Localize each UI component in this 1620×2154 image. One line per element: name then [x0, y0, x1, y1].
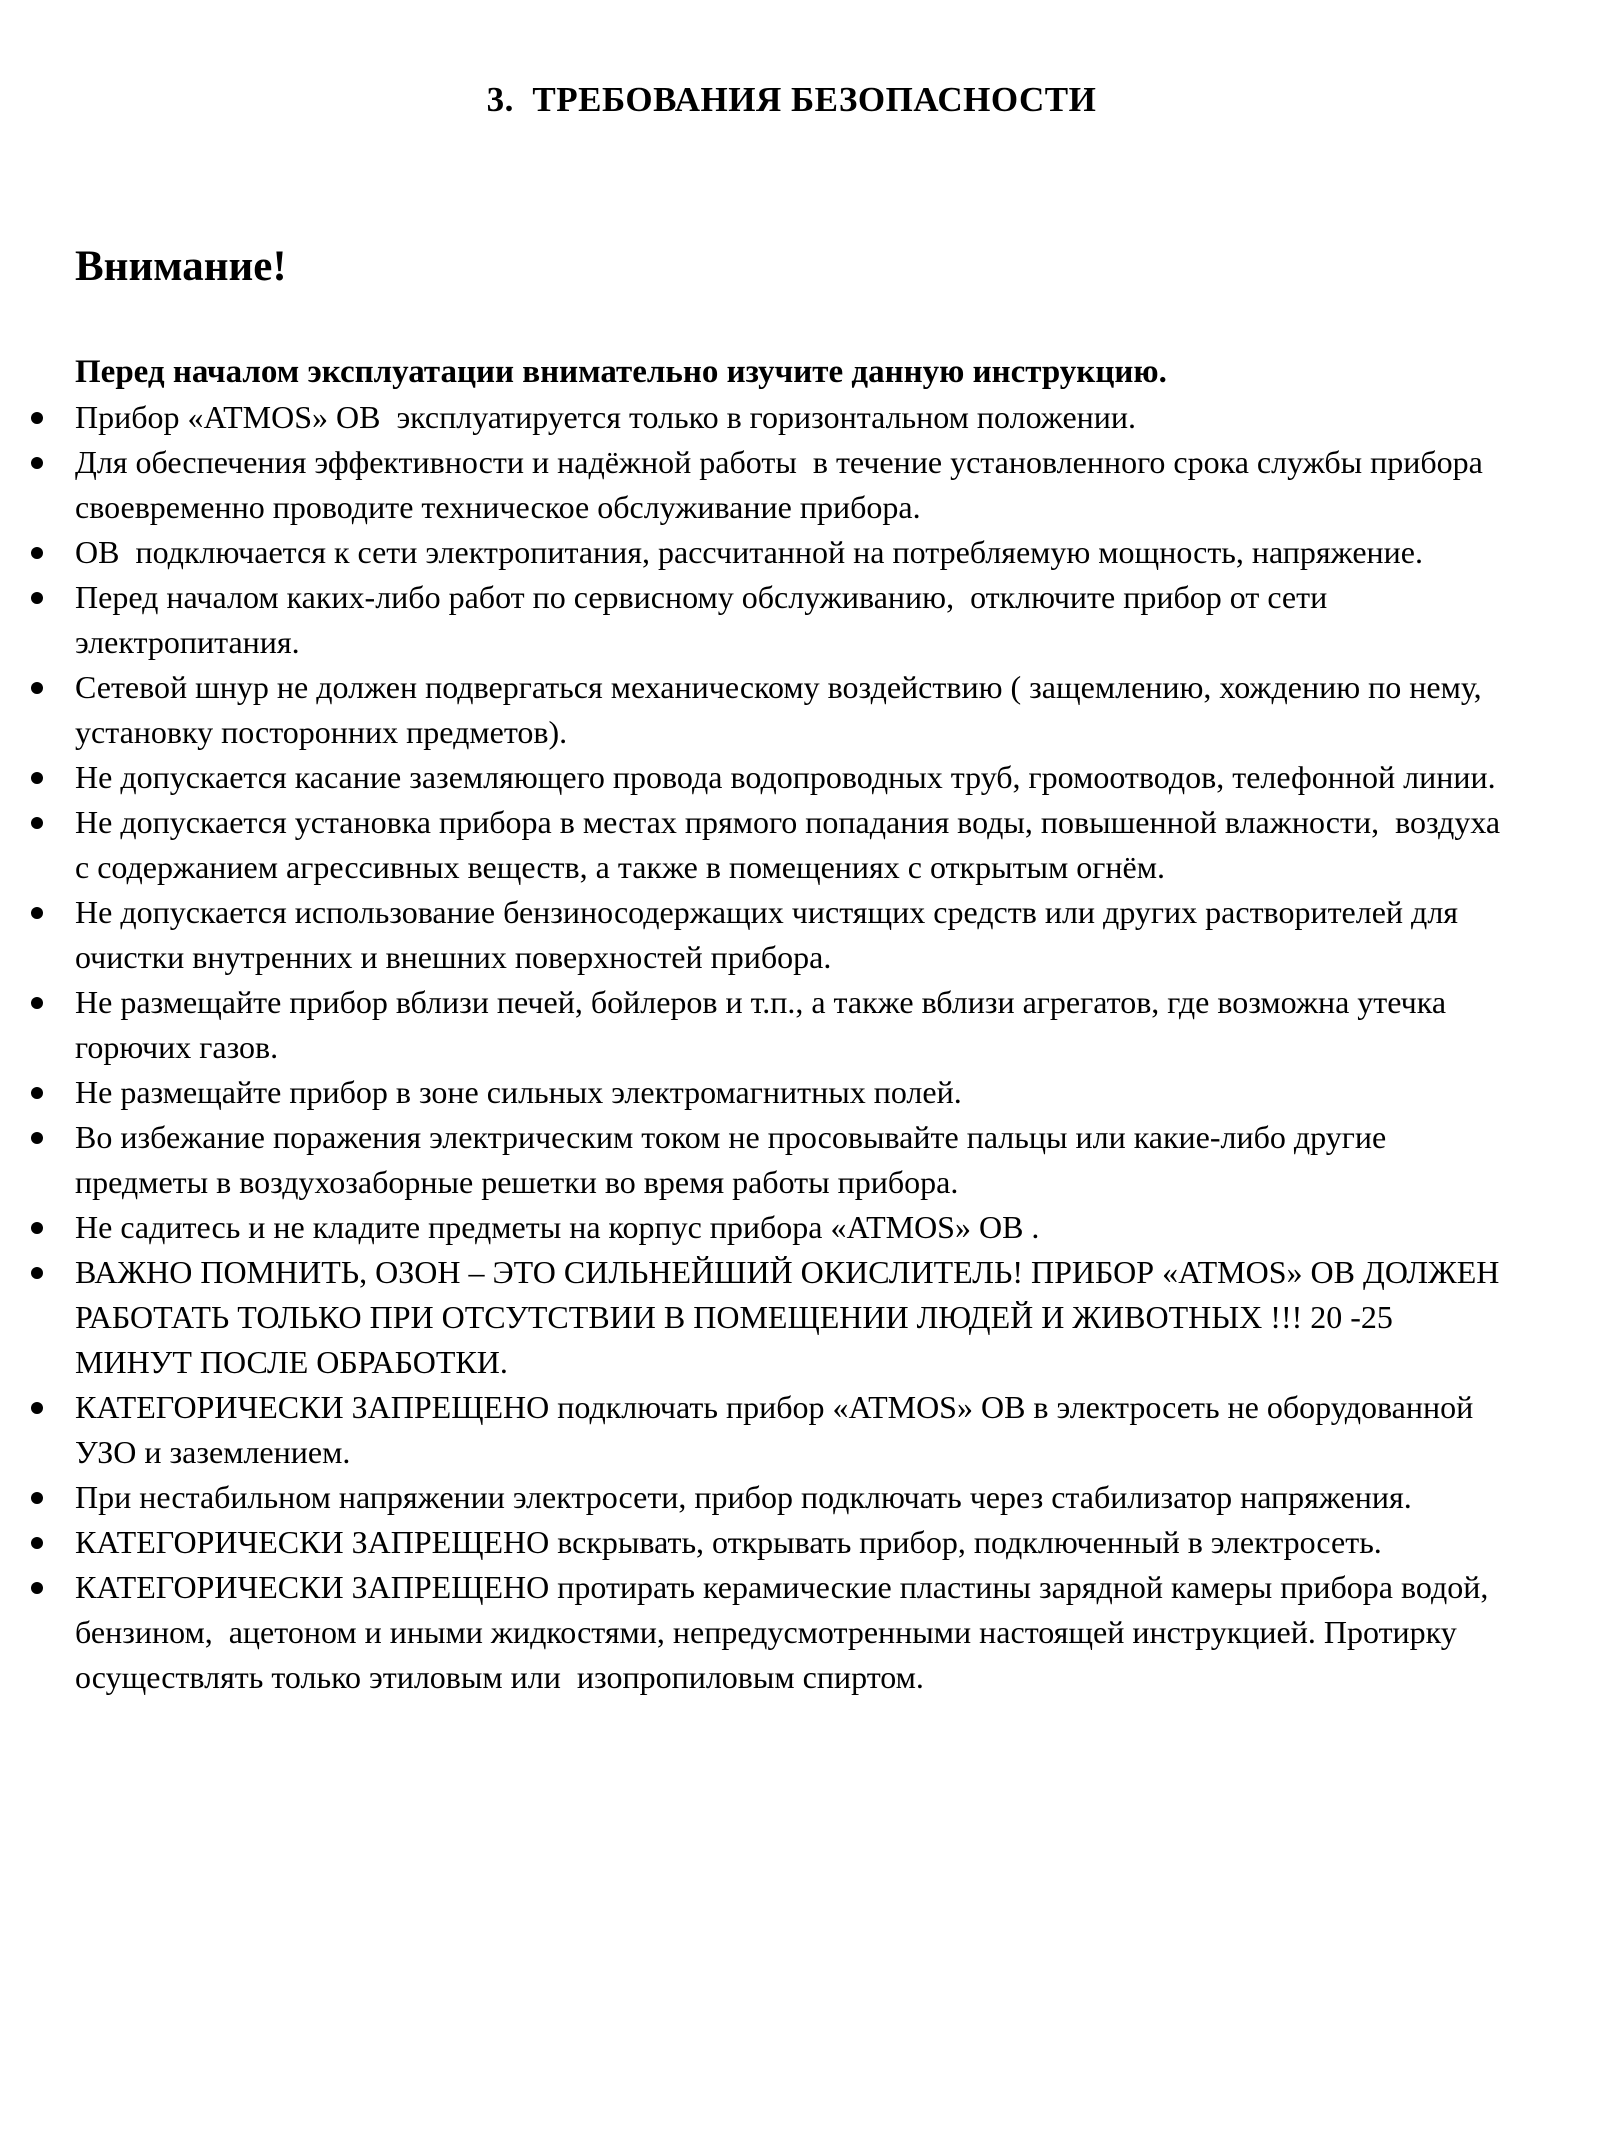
- bullet-item-unplug-before-service: Перед началом каких-либо работ по сервисному обслуживанию, отключите прибор от сети электропитания.: [75, 575, 1508, 665]
- bullet-item-ozone-warning: ВАЖНО ПОМНИТЬ, ОЗОН – ЭТО СИЛЬНЕЙШИЙ ОКИСЛИТЕЛЬ! ПРИБОР «ATMOS» ОВ ДОЛЖЕН РАБОТАТЬ ТОЛЬКО ПРИ ОТСУТСТВИИ В ПОМЕЩЕНИИ ЛЮДЕЙ И ЖИВОТНЫХ !!! 20 -25 МИНУТ ПОСЛЕ ОБРАБОТКИ.: [75, 1250, 1508, 1385]
- bullet-item-installation-places: Не допускается установка прибора в местах прямого попадания воды, повышенной влажности, воздуха с содержанием агрессивных веществ, а также в помещениях с открытым огнём.: [75, 800, 1508, 890]
- bullet-item-horizontal-position: Прибор «ATMOS» ОВ эксплуатируется только в горизонтальном положении.: [75, 395, 1508, 440]
- bullet-item-voltage-stabilizer: При нестабильном напряжении электросети, прибор подключать через стабилизатор напряжения.: [75, 1475, 1508, 1520]
- page-title: 3. ТРЕБОВАНИЯ БЕЗОПАСНОСТИ: [486, 80, 1097, 119]
- bullet-item-no-electromagnetic-fields: Не размещайте прибор в зоне сильных электромагнитных полей.: [75, 1070, 1508, 1115]
- attention-heading: Внимание!: [75, 243, 287, 290]
- bullet-item-no-gasoline-cleaners: Не допускается использование бензиносодержащих чистящих средств или других растворителей для очистки внутренних и внешних поверхностей прибора.: [75, 890, 1508, 980]
- bullet-item-grounding-wire: Не допускается касание заземляющего провода водопроводных труб, громоотводов, телефонной линии.: [75, 755, 1508, 800]
- bullet-item-no-sitting-on-device: Не садитесь и не кладите предметы на корпус прибора «ATMOS» ОВ .: [75, 1205, 1508, 1250]
- bullet-item-power-supply: ОВ подключается к сети электропитания, рассчитанной на потребляемую мощность, напряжение.: [75, 530, 1508, 575]
- bullet-item-no-near-stoves: Не размещайте прибор вблизи печей, бойлеров и т.п., а также вблизи агрегатов, где возможна утечка горючих газов.: [75, 980, 1508, 1070]
- bullet-item-forbidden-no-rcd: КАТЕГОРИЧЕСКИ ЗАПРЕЩЕНО подключать прибор «ATMOS» ОВ в электросеть не оборудованной УЗО и заземлением.: [75, 1385, 1508, 1475]
- bullet-item-power-cord: Сетевой шнур не должен подвергаться механическому воздействию ( защемлению, хождению по нему, установку посторонних предметов).: [75, 665, 1508, 755]
- bullet-item-forbidden-wipe-plates: КАТЕГОРИЧЕСКИ ЗАПРЕЩЕНО протирать керамические пластины зарядной камеры прибора водой, бензином, ацетоном и иными жидкостями, непредусмотренными настоящей инструкцией. Протирку осуществлять только этиловым или изопропиловым спиртом.: [75, 1565, 1508, 1700]
- bullet-item-forbidden-open-device: КАТЕГОРИЧЕСКИ ЗАПРЕЩЕНО вскрывать, открывать прибор, подключенный в электросеть.: [75, 1520, 1508, 1565]
- bullet-item-no-fingers-in-grilles: Во избежание поражения электрическим током не просовывайте пальцы или какие-либо другие предметы в воздухозаборные решетки во время работы прибора.: [75, 1115, 1508, 1205]
- bullet-item-maintenance: Для обеспечения эффективности и надёжной работы в течение установленного срока службы прибора своевременно проводите техническое обслуживание прибора.: [75, 440, 1508, 530]
- intro-paragraph: Перед началом эксплуатации внимательно изучите данную инструкцию.: [75, 354, 1167, 390]
- safety-bullet-list: [75, 395, 1508, 1700]
